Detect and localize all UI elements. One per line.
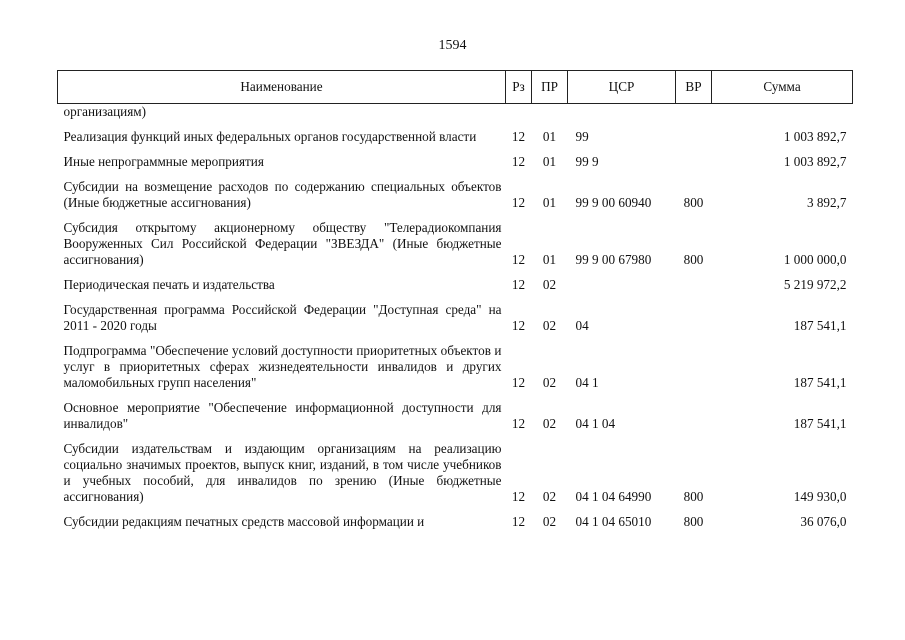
page-number: 1594: [438, 38, 467, 53]
table-row: [58, 400, 853, 432]
row-csr: 99 9 00 60940: [575, 195, 652, 210]
header-name: Наименование: [58, 71, 506, 104]
row-csr: 04 1: [575, 375, 599, 390]
row-vr: 800: [683, 489, 704, 504]
row-sum: 1 000 000,0: [783, 252, 847, 267]
row-sum: 1 003 892,7: [783, 129, 847, 144]
row-csr: 99 9: [575, 154, 599, 169]
row-rz: 12: [511, 489, 526, 504]
row-sum: 3 892,7: [806, 195, 847, 210]
row-vr: 800: [683, 252, 704, 267]
table-row: [58, 277, 853, 293]
row-vr: [676, 129, 712, 145]
budget-table: [57, 70, 853, 530]
table-body: [58, 104, 853, 531]
row-csr: 99: [575, 129, 589, 144]
row-vr: 800: [683, 195, 704, 210]
row-rz: 12: [511, 252, 526, 267]
row-csr: [568, 277, 676, 293]
row-vr: [676, 277, 712, 293]
table-row: [58, 179, 853, 211]
continuation-text: организациям): [63, 104, 147, 119]
table-row: [58, 154, 853, 170]
row-csr: 04 1 04 65010: [575, 514, 652, 529]
row-pr: 02: [542, 277, 557, 292]
row-name: Иные непрограммные мероприятия: [63, 154, 264, 169]
table-row: [58, 129, 853, 145]
row-pr: 01: [542, 252, 557, 267]
row-vr: [676, 302, 712, 334]
row-sum: 36 076,0: [800, 514, 847, 529]
row-rz: 12: [511, 277, 526, 292]
row-sum: 187 541,1: [793, 318, 847, 333]
row-sum: 149 930,0: [793, 489, 847, 504]
row-sum: 1 003 892,7: [783, 154, 847, 169]
row-name: Периодическая печать и издательства: [63, 277, 275, 292]
row-rz: 12: [511, 154, 526, 169]
row-pr: 01: [542, 154, 557, 169]
row-sum: 187 541,1: [793, 375, 847, 390]
row-pr: 02: [542, 375, 557, 390]
table-row: [58, 343, 853, 391]
row-pr: 01: [542, 195, 557, 210]
header-rz: Рз: [506, 71, 532, 104]
row-vr: [676, 154, 712, 170]
continuation-row: [58, 104, 853, 121]
row-name: Государственная программа Российской Федерации "Доступная среда" на 2011 - 2020 годы: [63, 302, 502, 333]
row-csr: 99 9 00 67980: [575, 252, 652, 267]
header-vr: ВР: [676, 71, 712, 104]
table-header: [58, 71, 853, 104]
row-sum: 5 219 972,2: [783, 277, 847, 292]
row-name: Субсидии издательствам и издающим организациям на реализацию социально значимых проектов, выпуск книг, изданий, в том числе учебников и учебных пособий, для инвалидов по зрению (Иные бюджетные ассигнования): [63, 441, 502, 504]
header-sum: Сумма: [712, 71, 853, 104]
row-rz: 12: [511, 318, 526, 333]
row-rz: 12: [511, 514, 526, 529]
row-sum: 187 541,1: [793, 416, 847, 431]
header-csr: ЦСР: [568, 71, 676, 104]
row-rz: 12: [511, 129, 526, 144]
row-rz: 12: [511, 416, 526, 431]
row-name: Основное мероприятие "Обеспечение информационной доступности для инвалидов": [63, 400, 502, 431]
header-pr: ПР: [532, 71, 568, 104]
row-rz: 12: [511, 375, 526, 390]
row-pr: 02: [542, 416, 557, 431]
row-pr: 01: [542, 129, 557, 144]
row-vr: [676, 343, 712, 391]
row-name: Реализация функций иных федеральных органов государственной власти: [63, 129, 477, 144]
row-pr: 02: [542, 318, 557, 333]
row-name: Субсидии на возмещение расходов по содержанию специальных объектов (Иные бюджетные ассигнования): [63, 179, 502, 210]
row-csr: 04 1 04: [575, 416, 616, 431]
row-vr: 800: [683, 514, 704, 529]
row-name: Субсидия открытому акционерному обществу "Телерадиокомпания Вооруженных Сил Российской Федерации "ЗВЕЗДА" (Иные бюджетные ассигнования): [63, 220, 502, 267]
row-name: Субсидии редакциям печатных средств массовой информации и: [63, 514, 425, 529]
row-vr: [676, 400, 712, 432]
row-rz: 12: [511, 195, 526, 210]
table-row: [58, 514, 853, 530]
row-csr: 04: [575, 318, 589, 333]
row-pr: 02: [542, 489, 557, 504]
table-row: [58, 220, 853, 268]
row-csr: 04 1 04 64990: [575, 489, 652, 504]
table-row: [58, 302, 853, 334]
table-row: [58, 441, 853, 505]
row-name: Подпрограмма "Обеспечение условий доступности приоритетных объектов и услуг в приоритетных сферах жизнедеятельности инвалидов и других маломобильных групп населения": [63, 343, 502, 390]
row-pr: 02: [542, 514, 557, 529]
